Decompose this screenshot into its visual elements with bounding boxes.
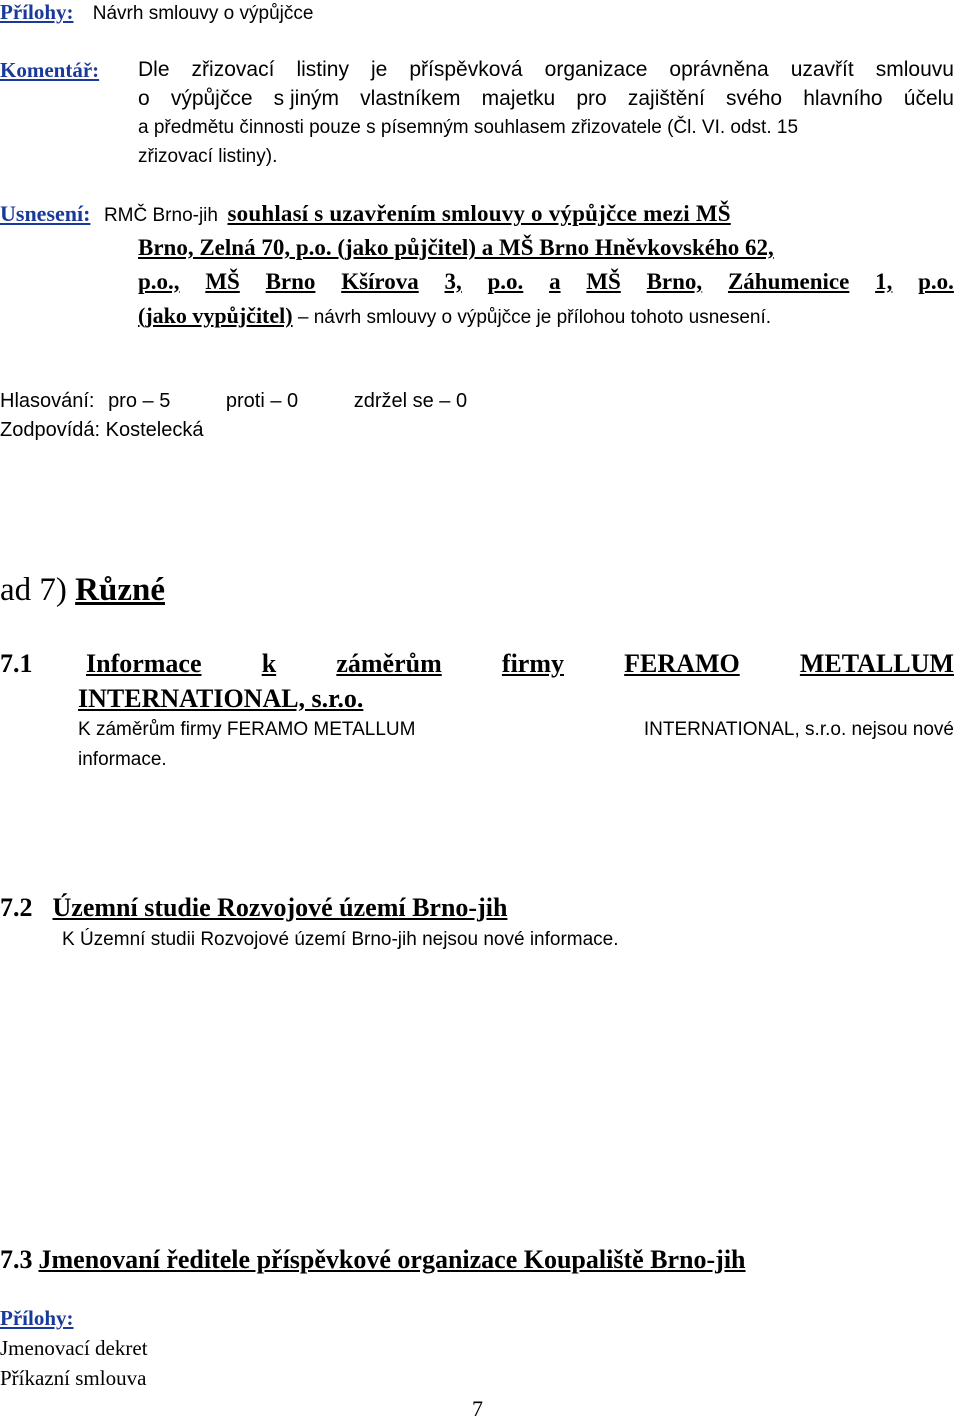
voting-for: pro – 5	[108, 390, 171, 412]
attachment-item: Jmenovací dekret	[0, 1336, 148, 1360]
word: majetku	[481, 87, 556, 110]
item-7-3-heading	[0, 1244, 746, 1276]
resolution-line-1	[0, 200, 731, 230]
resolution-bold-4: (jako vypůjčitel)	[138, 303, 293, 328]
item-7-2-body: K Územní studii Rozvojové území Brno-jih nejsou nové informace.	[62, 929, 619, 950]
resolution-label: Usnesení:	[0, 201, 91, 226]
item-7-2-title: Územní studie Rozvojové území Brno-jih	[52, 893, 508, 922]
voting-label: Hlasování:	[0, 390, 95, 412]
word: METALLUM	[799, 649, 954, 678]
comment-label: Komentář:	[0, 58, 100, 82]
comment-line-1	[138, 56, 954, 84]
item-7-1-title-line-2: INTERNATIONAL, s.r.o.	[78, 684, 364, 713]
resolution-prefix: RMČ Brno-jih	[103, 205, 218, 226]
resolution-line-4	[138, 302, 771, 332]
word: výpůjčce	[170, 87, 253, 110]
word: firmy	[501, 649, 564, 678]
word: Brno,	[646, 269, 703, 294]
word: zajištění	[627, 87, 705, 110]
word: pro	[576, 87, 607, 110]
attachment-item: Příkazní smlouva	[0, 1366, 147, 1390]
word: Záhumenice	[727, 269, 850, 294]
word: 3,	[444, 269, 462, 294]
word: vlastníkem	[360, 87, 461, 110]
word: zřizovací	[191, 58, 275, 81]
word: smlouvu	[875, 58, 954, 81]
item-7-1-body-left: K záměrům firmy FERAMO METALLUM	[78, 719, 416, 740]
resolution-line-3	[138, 268, 954, 296]
word: o	[138, 87, 150, 110]
word: příspěvková	[409, 58, 523, 81]
word: uzavřít	[790, 58, 854, 81]
item-7-1-body-right: INTERNATIONAL, s.r.o. nejsou nové	[643, 719, 954, 740]
resolution-rest-4: – návrh smlouvy o výpůjčce je přílohou tohoto usnesení.	[292, 307, 772, 328]
word: MŠ	[205, 269, 240, 294]
comment-line-4: zřizovací listiny).	[138, 146, 278, 167]
word: p.o.	[487, 269, 524, 294]
voting-abstain: zdržel se – 0	[353, 390, 468, 412]
word: oprávněna	[669, 58, 769, 81]
section-7-prefix: ad 7)	[0, 572, 76, 608]
word: a	[549, 269, 561, 294]
word: Informace	[86, 649, 202, 678]
word: p.o.,	[138, 269, 180, 294]
word: MŠ	[586, 269, 621, 294]
comment-line-3: a předmětu činnosti pouze s písemným souhlasem zřizovatele (Čl. VI. odst. 15	[138, 117, 799, 138]
word: s jiným	[273, 87, 340, 110]
comment-label-line	[0, 56, 99, 84]
section-7-heading	[0, 570, 165, 610]
item-7-2-heading	[0, 892, 507, 924]
comment-line-2	[138, 85, 954, 113]
attachments-text: Návrh smlouvy o výpůjčce	[92, 3, 314, 24]
item-7-1-title-line-1	[86, 648, 954, 680]
word: záměrům	[336, 649, 442, 678]
resolution-bold-1: souhlasí s uzavřením smlouvy o výpůjčce mezi MŠ	[227, 201, 731, 226]
responsible-line: Zodpovídá: Kostelecká	[0, 419, 204, 441]
word: organizace	[544, 58, 648, 81]
word: Kšírova	[341, 269, 419, 294]
word: p.o.	[918, 269, 954, 294]
resolution-line-2: Brno, Zelná 70, p.o. (jako půjčitel) a MŠ Brno Hněvkovského 62,	[138, 235, 774, 260]
word: svého	[726, 87, 783, 110]
word: FERAMO	[624, 649, 740, 678]
section-7-title: Různé	[75, 572, 165, 608]
voting-line	[0, 387, 467, 415]
top-attachments-line	[0, 0, 313, 28]
word: k	[261, 649, 277, 678]
voting-against: proti – 0	[225, 390, 299, 412]
item-7-3-title: Jmenovaní ředitele příspěvkové organizace Koupaliště Brno-jih	[38, 1245, 746, 1274]
item-7-2-number: 7.2	[0, 893, 33, 922]
item-7-3-number: 7.3	[0, 1245, 33, 1274]
word: je	[370, 58, 388, 81]
item-7-1-number: 7.1	[0, 649, 33, 678]
attachments-label: Přílohy:	[0, 0, 74, 24]
word: listiny	[296, 58, 349, 81]
word: hlavního	[803, 87, 883, 110]
word: Brno	[265, 269, 316, 294]
word: 1,	[875, 269, 893, 294]
item-7-1-body-line-2: informace.	[78, 749, 167, 770]
item-7-3-attachments-label: Přílohy:	[0, 1306, 74, 1330]
page-number: 7	[472, 1396, 483, 1421]
word: účelu	[903, 87, 954, 110]
word: Dle	[138, 58, 170, 81]
